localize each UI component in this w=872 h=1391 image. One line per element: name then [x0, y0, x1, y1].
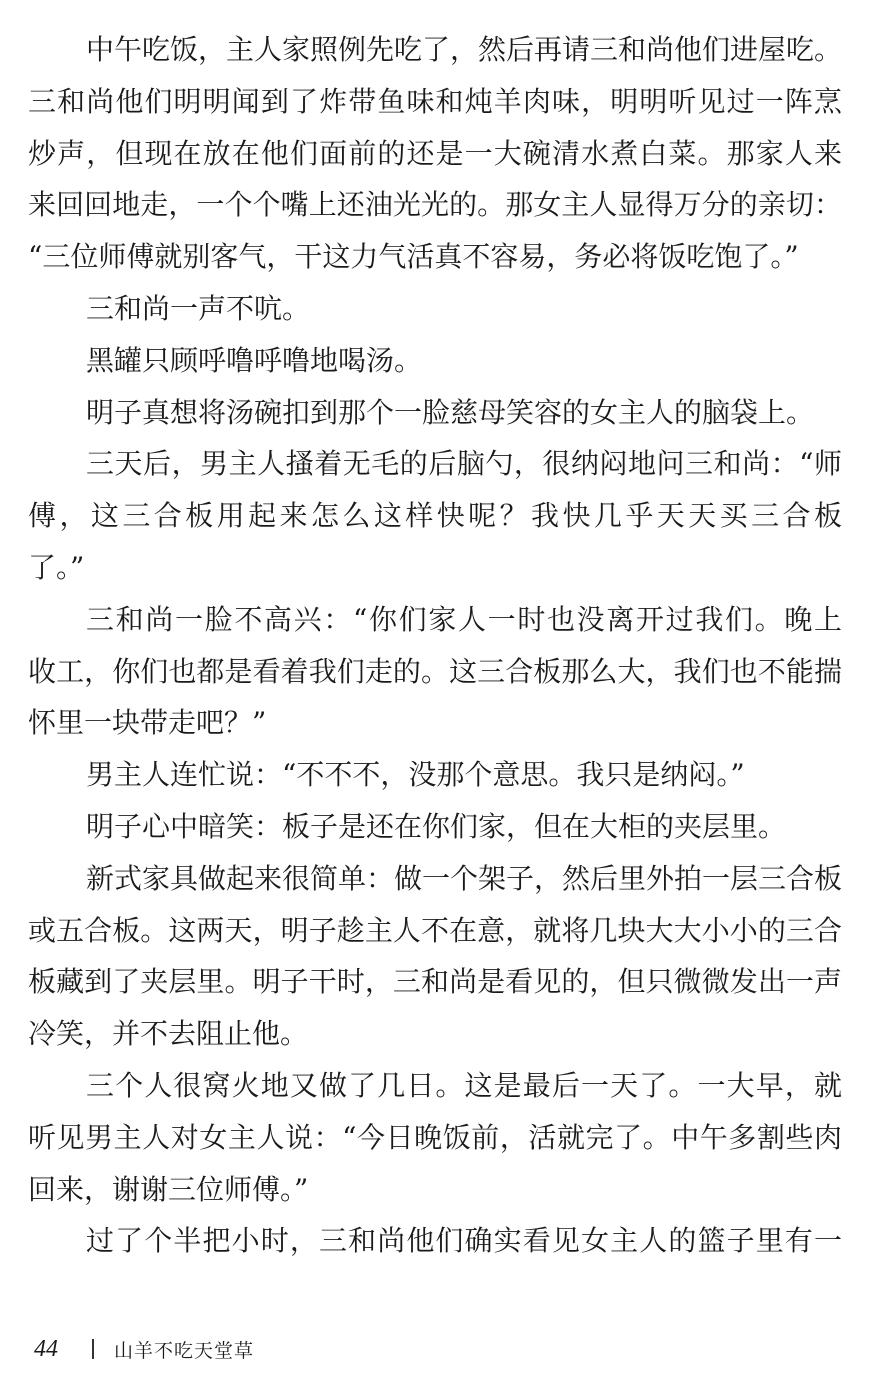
text-line: 回来，谢谢三位师傅。” [28, 1172, 309, 1206]
text-line: 冷笑，并不去阻止他。 [28, 1017, 309, 1051]
footer-divider [92, 1339, 94, 1359]
text-line: 三天后，男主人搔着无毛的后脑勺，很纳闷地问三和尚：“师 [86, 447, 842, 481]
text-line: 明子真想将汤碗扣到那个一脸慈母笑容的女主人的脑袋上。 [86, 395, 815, 429]
text-line: 过了个半把小时，三和尚他们确实看见女主人的篮子里有一 [86, 1224, 842, 1258]
text-line: 或五合板。这两天，明子趁主人不在意，就将几块大大小小的三合 [28, 913, 842, 947]
text-line: 收工，你们也都是看着我们走的。这三合板那么大，我们也不能揣 [28, 654, 842, 688]
text-line: 黑罐只顾呼噜呼噜地喝汤。 [86, 343, 423, 377]
text-line: 三和尚他们明明闻到了炸带鱼味和炖羊肉味，明明听见过一阵烹 [28, 84, 842, 118]
text-line: 傅，这三合板用起来怎么这样快呢？我快几乎天天买三合板 [28, 499, 842, 533]
text-line: 三个人很窝火地又做了几日。这是最后一天了。一大早，就 [86, 1068, 842, 1102]
page-body-text [28, 24, 842, 1267]
text-line: 三和尚一声不吭。 [86, 291, 311, 325]
text-line: 明子心中暗笑：板子是还在你们家，但在大柜的夹层里。 [86, 809, 787, 843]
text-line: 来回回地走，一个个嘴上还油光光的。那女主人显得万分的亲切： [28, 188, 842, 222]
text-line: 听见男主人对女主人说：“今日晚饭前，活就完了。中午多割些肉 [28, 1120, 842, 1154]
book-title: 山羊不吃天堂草 [114, 1339, 255, 1362]
text-line: 三和尚一脸不高兴：“你们家人一时也没离开过我们。晚上 [86, 602, 842, 636]
text-line: 了。” [28, 550, 85, 584]
page-number: 44 [34, 1335, 58, 1362]
text-line: 怀里一块带走吧？” [28, 706, 267, 740]
text-line: 中午吃饭，主人家照例先吃了，然后再请三和尚他们进屋吃。 [86, 33, 843, 66]
text-line: 男主人连忙说：“不不不，没那个意思。我只是纳闷。” [86, 758, 745, 792]
text-line: “三位师傅就别客气，干这力气活真不容易，务必将饭吃饱了。” [28, 240, 799, 274]
text-line: 新式家具做起来很简单：做一个架子，然后里外拍一层三合板 [86, 861, 843, 895]
text-line: 炒声，但现在放在他们面前的还是一大碗清水煮白菜。那家人来 [28, 136, 842, 170]
text-line: 板藏到了夹层里。明子干时，三和尚是看见的，但只微微发出一声 [28, 965, 842, 999]
page-footer [34, 1334, 254, 1364]
